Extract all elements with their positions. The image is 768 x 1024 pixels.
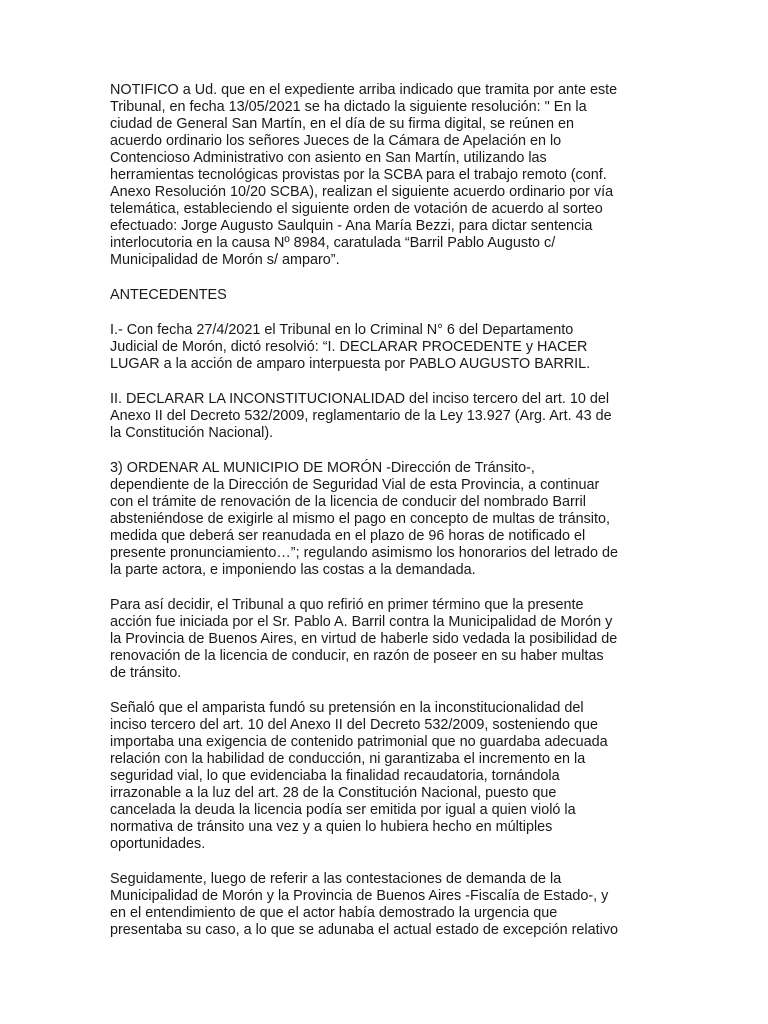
paragraph-amparista-argument: Señaló que el amparista fundó su pretensión en la inconstitucionalidad del inciso tercero del art. 10 del Anexo II del Decreto 532/2009, sosteniendo que importaba una exigencia de contenido patrimonial que no guardaba adecuada relación con la habilidad de conducción, ni garantizaba el incremento en la seguridad vial, lo que evidenciaba la finalidad recaudatoria, tornándola irrazonable a la luz del art. 28 de la Constitución Nacional, puesto que cancelada la deuda la licencia podía ser emitida por igual a quien violó la normativa de tránsito una vez y a quien lo hubiera hecho en múltiples oportunidades. — [110, 700, 608, 852]
paragraph-resolution-point-2: II. DECLARAR LA INCONSTITUCIONALIDAD del inciso tercero del art. 10 del Anexo II del Decreto 532/2009, reglamentario de la Ley 13.927 (Arg. Art. 43 de la Constitución Nacional). — [110, 391, 612, 441]
paragraph-resolution-point-1: I.- Con fecha 27/4/2021 el Tribunal en lo Criminal N° 6 del Departamento Judicial de Morón, dictó resolvió: “I. DECLARAR PROCEDENTE y HACER LUGAR a la acción de amparo interpuesta por PABLO AUGUSTO BARRIL. — [110, 322, 591, 372]
document-page — [110, 82, 662, 957]
paragraph-notification: NOTIFICO a Ud. que en el expediente arriba indicado que tramita por ante este Tribunal, en fecha 13/05/2021 se ha dictado la siguiente resolución: " En la ciudad de General San Martín, en el día de su firma digital, se reúnen en acuerdo ordinario los señores Jueces de la Cámara de Apelación en lo Contencioso Administrativo con asiento en San Martín, utilizando las herramientas tecnológicas provistas por la SCBA para el trabajo remoto (conf. Anexo Resolución 10/20 SCBA), realizan el siguiente acuerdo ordinario por vía telemática, estableciendo el siguiente orden de votación de acuerdo al sorteo efectuado: Jorge Augusto Saulquin - Ana María Bezzi, para dictar sentencia interlocutoria en la causa Nº 8984, caratulada “Barril Pablo Augusto c/ Municipalidad de Morón s/ amparo”. — [110, 82, 618, 268]
paragraph-resolution-point-3: 3) ORDENAR AL MUNICIPIO DE MORÓN -Dirección de Tránsito-, dependiente de la Dirección de Seguridad Vial de esta Provincia, a continuar con el trámite de renovación de la licencia de conducir del nombrado Barril absteniéndose de exigirle al mismo el pago en concepto de multas de tránsito, medida que deberá ser reanudada en el plazo de 96 horas de notificado el presente pronunciamiento…”; regulando asimismo los honorarios del letrado de la parte actora, e imponiendo las costas a la demandada. — [110, 460, 618, 578]
section-heading-antecedentes: ANTECEDENTES — [110, 287, 227, 303]
paragraph-continuation: Seguidamente, luego de referir a las contestaciones de demanda de la Municipalidad de Morón y la Provincia de Buenos Aires -Fiscalía de Estado-, y en el entendimiento de que el actor había demostrado la urgencia que presentaba su caso, a lo que se adunaba el actual estado de excepción relativo — [110, 871, 619, 938]
paragraph-tribunal-reasoning: Para así decidir, el Tribunal a quo refirió en primer término que la presente acción fue iniciada por el Sr. Pablo A. Barril contra la Municipalidad de Morón y la Provincia de Buenos Aires, en virtud de haberle sido vedada la posibilidad de renovación de la licencia de conducir, en razón de poseer en su haber multas de tránsito. — [110, 597, 618, 681]
